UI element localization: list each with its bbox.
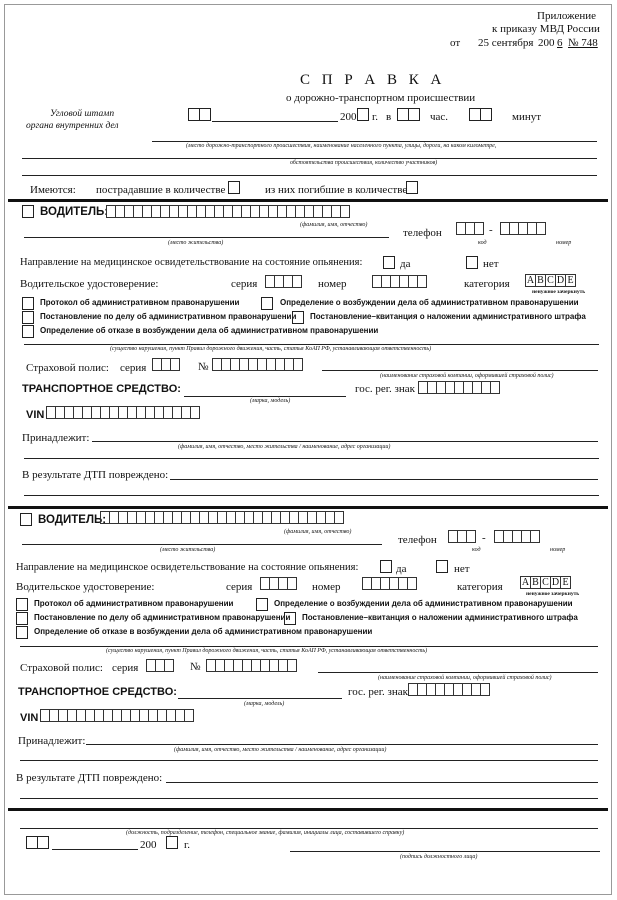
driver2-reg-cells[interactable] [408, 683, 489, 696]
driver2-receipt-label: Постановление–квитанция о наложении административного штрафа [302, 613, 578, 622]
driver1-protocol-label: Протокол об административном правонарушении [40, 298, 240, 307]
input-cell[interactable] [340, 205, 350, 218]
driver1-phone-number[interactable] [500, 222, 545, 235]
order-year: 200 [538, 37, 555, 49]
driver1-category-cells[interactable] [525, 274, 575, 287]
input-cell[interactable] [474, 222, 484, 235]
injured-label: пострадавшие в количестве [96, 184, 226, 196]
driver2-make-hint: (марка, модель) [244, 701, 285, 707]
driver1-ins-no-label: № [198, 361, 209, 373]
driver2-insurance-label: Страховой полис: [20, 662, 103, 674]
driver1-violation-hint: (существо нарушения, пункт Правил дорожного движения, часть, статья КоАП РФ, устанавливающая ответственность) [110, 346, 432, 352]
driver1-checkbox[interactable] [22, 205, 34, 218]
driver2-checkbox[interactable] [20, 513, 32, 526]
date-in: в [386, 111, 392, 123]
driver1-reg-cells[interactable] [418, 381, 499, 394]
driver1-owner-label: Принадлежит: [22, 432, 90, 444]
order-number: № 748 [568, 37, 598, 49]
category-cell[interactable]: D [551, 577, 560, 588]
driver2-insurer-hint: (наименование страховой компании, оформившей страховой полис) [378, 675, 552, 681]
order-label: к приказу МВД России [492, 23, 600, 35]
date-hours: час. [430, 111, 449, 123]
driver2-number-label: номер [312, 581, 341, 593]
minute-box-2[interactable] [480, 108, 492, 121]
footer-year-suffix: г. [184, 839, 191, 851]
driver1-ins-no-cells[interactable] [212, 358, 302, 371]
driver1-ins-series-label: серия [120, 362, 147, 374]
killed-box[interactable] [406, 181, 418, 194]
driver2-code-hint: код [472, 547, 481, 553]
date-year: 200 [340, 111, 357, 123]
driver2-label: ВОДИТЕЛЬ: [38, 514, 107, 526]
driver1-damage-label: В результате ДТП повреждено: [22, 469, 169, 481]
driver1-no-label: нет [483, 258, 499, 270]
driver1-resolution-check[interactable] [22, 311, 34, 324]
circumstances-hint: обстоятельства происшествия, количество участников) [290, 160, 438, 166]
category-cell[interactable]: A [526, 275, 535, 286]
driver1-vin-label: VIN [26, 409, 45, 421]
driver1-ins-series-cells[interactable] [152, 358, 179, 371]
driver2-number-cells[interactable] [362, 577, 416, 590]
driver2-ins-series-label: серия [112, 662, 139, 674]
driver2-damage-label: В результате ДТП повреждено: [16, 772, 163, 784]
driver2-cross-out-hint: ненужное зачеркнуть [526, 591, 580, 597]
driver1-label: ВОДИТЕЛЬ: [40, 206, 109, 218]
driver2-refusal-check[interactable] [16, 626, 28, 639]
input-cell[interactable] [170, 358, 180, 371]
page-title: С П Р А В К А [300, 72, 446, 88]
driver2-number-hint: номер [550, 547, 566, 553]
order-date: 25 сентября [478, 37, 534, 49]
order-from: от [450, 37, 461, 49]
category-cell[interactable]: B [535, 274, 546, 287]
driver2-series-cells[interactable] [260, 577, 296, 590]
footer-year: 200 [140, 839, 157, 851]
driver2-phone-number[interactable] [494, 530, 539, 543]
driver2-protocol-check[interactable] [16, 598, 28, 611]
driver2-name-cells[interactable] [100, 511, 343, 524]
input-cell[interactable] [164, 659, 174, 672]
driver2-case-label: Определение о возбуждении дела об административном правонарушении [274, 599, 573, 608]
appendix-label: Приложение [537, 10, 597, 22]
driver2-protocol-label: Протокол об административном правонарушении [34, 599, 234, 608]
category-cell[interactable]: B [530, 576, 541, 589]
driver2-phone-label: телефон [398, 534, 437, 546]
driver1-refusal-label: Определение об отказе в возбуждении дела об административном правонарушении [40, 326, 379, 335]
input-cell[interactable] [287, 577, 297, 590]
input-cell[interactable] [530, 530, 540, 543]
driver2-vin-label: VIN [20, 712, 39, 724]
category-cell[interactable]: E [565, 274, 576, 287]
driver2-vehicle-label: ТРАНСПОРТНОЕ СРЕДСТВО: [18, 686, 177, 698]
category-cell[interactable]: E [560, 576, 571, 589]
driver2-owner-label: Принадлежит: [18, 735, 86, 747]
footer-year-box[interactable] [166, 836, 178, 849]
driver1-series-cells[interactable] [265, 275, 301, 288]
driver1-receipt-label: Постановление–квитанция о наложении административного штрафа [310, 312, 586, 321]
category-cell[interactable]: D [556, 275, 565, 286]
injured-box[interactable] [228, 181, 240, 194]
footer-day-box-2[interactable] [37, 836, 49, 849]
stamp-line1: Угловой штамп [50, 109, 115, 119]
input-cell[interactable] [293, 358, 303, 371]
footer-position-hint: (должность, подразделение, телефон, специальное звание, фамилия, инициалы лица, составившего справку) [126, 830, 405, 836]
driver2-yes-label: да [396, 563, 407, 575]
driver2-case-check[interactable] [256, 598, 268, 611]
driver1-vin-cells[interactable] [46, 406, 199, 419]
driver1-owner-hint: (фамилия, имя, отчество, место жительства / наименование, адрес организации) [178, 444, 391, 450]
input-cell[interactable] [480, 683, 490, 696]
driver2-ins-series-cells[interactable] [146, 659, 173, 672]
driver1-number-cells[interactable] [372, 275, 426, 288]
driver2-vin-cells[interactable] [40, 709, 193, 722]
input-cell[interactable] [184, 709, 194, 722]
driver2-no-label: нет [454, 563, 470, 575]
driver1-residence-hint: (место жительства) [168, 240, 224, 246]
driver1-category-label: категория [464, 278, 510, 290]
input-cell[interactable] [407, 577, 417, 590]
driver1-receipt-check[interactable] [292, 311, 304, 324]
driver1-reg-label: гос. рег. знак [355, 383, 416, 395]
category-cell[interactable]: C [540, 576, 551, 589]
driver1-yes-label: да [400, 258, 411, 270]
input-cell[interactable] [536, 222, 546, 235]
driver1-medical-label: Направление на медицинское освидетельствование на состояние опьянения: [20, 257, 363, 268]
driver2-refusal-label: Определение об отказе в возбуждении дела об административном правонарушении [34, 627, 373, 636]
date-year-suffix: г. [372, 111, 379, 123]
category-cell[interactable]: A [521, 577, 530, 588]
stamp-line2: органа внутренних дел [26, 121, 119, 131]
driver1-case-check[interactable] [261, 297, 273, 310]
driver1-medical-no[interactable] [466, 256, 478, 269]
driver1-license-label: Водительское удостоверение: [20, 278, 159, 290]
driver1-case-label: Определение о возбуждении дела об административном правонарушении [280, 298, 579, 307]
driver2-license-label: Водительское удостоверение: [16, 581, 155, 593]
driver2-owner-hint: (фамилия, имя, отчество, место жительства / наименование, адрес организации) [174, 747, 387, 753]
driver2-ins-no-label: № [190, 661, 201, 673]
place-hint: (место дорожно-транспортного происшествия, наименование населенного пункта, улицы, дороги, на каком километре, [186, 143, 497, 149]
driver1-code-hint: код [478, 240, 487, 246]
input-cell[interactable] [490, 381, 500, 394]
driver1-resolution-label: Постановление по делу об административном правонарушении [40, 312, 297, 321]
driver1-phone-label: телефон [403, 227, 442, 239]
driver2-reg-label: гос. рег. знак [348, 686, 409, 698]
category-cell[interactable]: C [545, 274, 556, 287]
driver1-refusal-check[interactable] [22, 325, 34, 338]
driver1-insurer-hint: (наименование страховой компании, оформившей страховой полис) [380, 373, 554, 379]
footer-signature-hint: (подпись должностного лица) [400, 854, 478, 860]
driver2-ins-no-cells[interactable] [206, 659, 296, 672]
driver2-medical-label: Направление на медицинское освидетельствование на состояние опьянения: [16, 562, 359, 573]
driver2-category-cells[interactable] [520, 576, 570, 589]
phone-dash: - [489, 224, 493, 236]
driver1-phone-code[interactable] [456, 222, 483, 235]
driver1-number-hint: номер [556, 240, 572, 246]
driver1-protocol-check[interactable] [22, 297, 34, 310]
phone-dash: - [482, 532, 486, 544]
driver2-medical-yes[interactable] [380, 560, 392, 573]
hour-box-2[interactable] [408, 108, 420, 121]
driver2-resolution-label: Постановление по делу об административном правонарушении [34, 613, 291, 622]
driver1-cross-out-hint: ненужное зачеркнуть [532, 289, 586, 295]
year-box[interactable] [357, 108, 369, 121]
order-year-digit: 6 [557, 37, 563, 49]
input-cell[interactable] [190, 406, 200, 419]
driver2-name-hint: (фамилия, имя, отчество) [284, 529, 352, 535]
driver1-make-hint: (марка, модель) [250, 398, 291, 404]
input-cell[interactable] [292, 275, 302, 288]
driver2-phone-code[interactable] [448, 530, 475, 543]
input-cell[interactable] [287, 659, 297, 672]
killed-label: из них погибшие в количестве [265, 184, 408, 196]
driver2-series-label: серия [226, 581, 253, 593]
day-box-2[interactable] [199, 108, 211, 121]
casualties-label: Имеются: [30, 184, 76, 196]
driver2-violation-hint: (существо нарушения, пункт Правил дорожного движения, часть, статья КоАП РФ, устанавливающая ответственность) [106, 648, 428, 654]
driver2-residence-hint: (место жительства) [160, 547, 216, 553]
driver2-medical-no[interactable] [436, 560, 448, 573]
driver1-number-label: номер [318, 278, 347, 290]
driver2-category-label: категория [457, 581, 503, 593]
driver1-insurance-label: Страховой полис: [26, 362, 109, 374]
input-cell[interactable] [334, 511, 344, 524]
driver1-name-cells[interactable] [106, 205, 349, 218]
driver1-medical-yes[interactable] [383, 256, 395, 269]
driver2-resolution-check[interactable] [16, 612, 28, 625]
input-cell[interactable] [417, 275, 427, 288]
page-subtitle: о дорожно-транспортном происшествии [286, 92, 476, 104]
input-cell[interactable] [466, 530, 476, 543]
driver1-series-label: серия [231, 278, 258, 290]
date-minutes: минут [512, 111, 542, 123]
driver1-vehicle-label: ТРАНСПОРТНОЕ СРЕДСТВО: [22, 383, 181, 395]
driver2-receipt-check[interactable] [284, 612, 296, 625]
driver1-name-hint: (фамилия, имя, отчество) [300, 222, 368, 228]
